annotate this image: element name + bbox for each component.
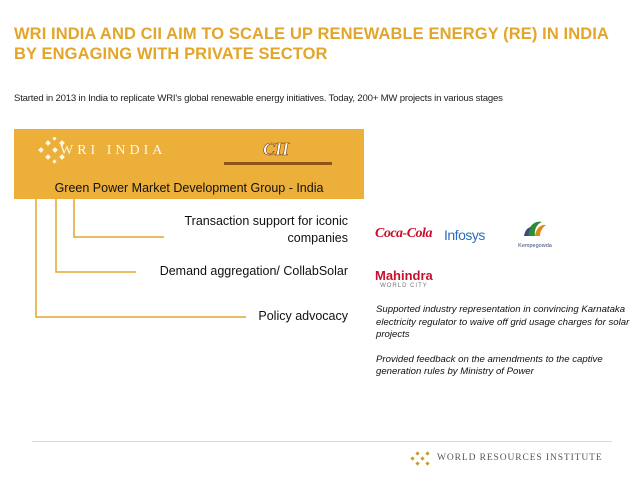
connector-demand bbox=[56, 199, 136, 272]
policy-notes bbox=[376, 304, 634, 391]
infosys-logo: Infosys bbox=[444, 227, 485, 243]
branch-demand-aggregation: Demand aggregation/ CollabSolar bbox=[159, 264, 348, 278]
banner-label: Green Power Market Development Group - India bbox=[54, 181, 324, 195]
mahindra-logo-subtext: WORLD CITY bbox=[380, 283, 428, 289]
kempegowda-airport-logo bbox=[510, 218, 560, 249]
program-banner bbox=[14, 129, 364, 199]
svg-text:CII: CII bbox=[262, 139, 290, 159]
slide-subtitle: Started in 2013 in India to replicate WRI's global renewable energy initiatives. Today, 200+ MW projects in various stages bbox=[14, 93, 503, 104]
branch-transaction-support: Transaction support for iconic companies bbox=[184, 214, 348, 245]
connector-transaction bbox=[74, 199, 164, 237]
footer-wri-logo bbox=[410, 451, 620, 467]
mahindra-logo-text: Mahindra bbox=[375, 268, 433, 283]
mahindra-world-city-logo bbox=[375, 267, 433, 289]
note-item: Provided feedback on the amendments to the captive generation rules by Ministry of Power bbox=[376, 353, 603, 378]
kempegowda-emblem-icon bbox=[510, 218, 560, 238]
slide-title: WRI INDIA AND CII AIM TO SCALE UP RENEWABLE ENERGY (RE) IN INDIA BY ENGAGING WITH PRIVATE SECTOR bbox=[14, 25, 609, 63]
wri-india-logo-text: WRI INDIA bbox=[60, 143, 167, 158]
branch-policy-advocacy: Policy advocacy bbox=[258, 309, 348, 323]
cocacola-logo: Coca-Cola bbox=[375, 226, 432, 241]
note-item: Supported industry representation in convincing Karnataka electricity regulator to waive off grid usage charges for solar projects bbox=[376, 304, 630, 341]
wri-emblem-icon bbox=[410, 451, 432, 467]
kempegowda-logo-text: Kempegowda bbox=[518, 243, 552, 249]
footer-logo-text: WORLD RESOURCES INSTITUTE bbox=[437, 453, 603, 463]
cii-logo bbox=[220, 135, 336, 169]
footer-divider bbox=[32, 441, 612, 442]
